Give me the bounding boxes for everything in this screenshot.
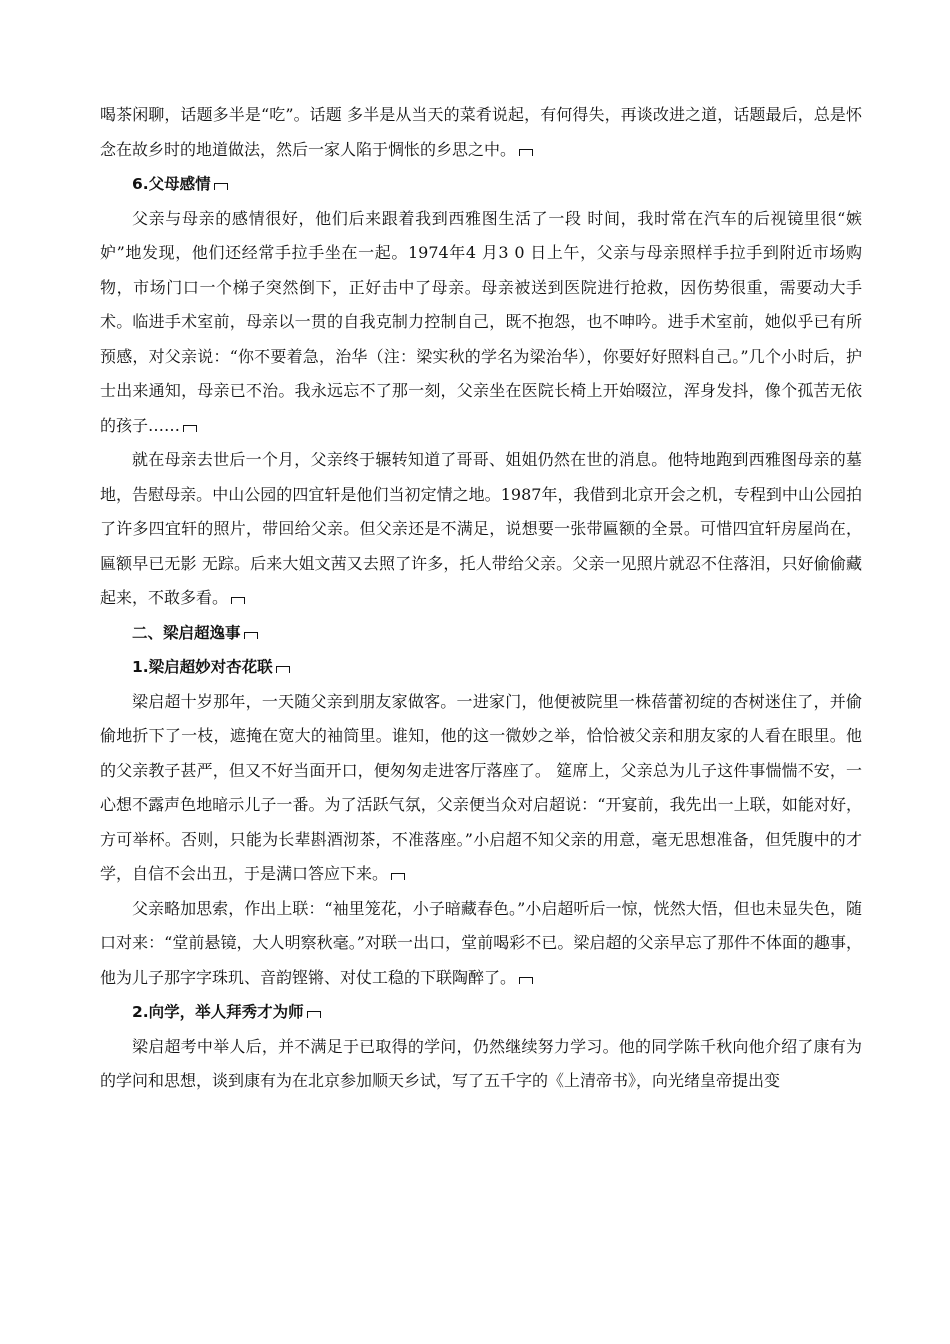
heading-apricot-couplet: 1.梁启超妙对杏花联 — [100, 650, 862, 685]
document-body — [100, 98, 862, 1099]
heading-study-teacher: 2.向学，举人拜秀才为师 — [100, 995, 862, 1030]
paragraph-mark-icon — [214, 183, 228, 190]
paragraph-mark-icon — [519, 149, 533, 156]
paragraph-mark-icon — [276, 666, 290, 673]
paragraph-meal-talk: 喝茶闲聊，话题多半是“吃”。话题 多半是从当天的菜肴说起，有何得失，再谈改进之道，话题最后，总是怀念在故乡时的地道做法，然后一家人陷于惆怅的乡思之中。 — [100, 105, 862, 159]
paragraph-mark-icon — [231, 597, 245, 604]
heading-parents-love: 6.父母感情 — [100, 167, 862, 202]
paragraph-apricot-story: 梁启超十岁那年，一天随父亲到朋友家做客。一进家门，他便被院里一株蓓蕾初绽的杏树迷住了，并偷偷地折下了一枝，遮掩在宽大的袖筒里。谁知，他的这一微妙之举，恰恰被父亲和朋友家的人看在眼里。他的父亲教子甚严，但又不好当面开口，便匆匆走进客厅落座了。 筵席上，父亲总为儿子这件事惴惴不安，一心想不露声色地暗示儿子一番。为了活跃气氛，父亲便当众对启超说：“开宴前，我先出一上联，如能对好，方可举杯。否则，只能为长辈斟酒沏茶，不准落座。”小启超不知父亲的用意，毫无思想准备，但凭腹中的才学，自信不会出丑，于是满口答应下来。 — [100, 691, 862, 883]
paragraph-mark-icon — [244, 632, 258, 639]
paragraph-kang-youwei: 梁启超考中举人后，并不满足于已取得的学问，仍然继续努力学习。他的同学陈千秋向他介绍了康有为的学问和思想，谈到康有为在北京参加顺天乡试，写了五千字的《上清帝书》，向光绪皇帝提出变 — [100, 1036, 862, 1090]
paragraph-parents-love: 父亲与母亲的感情很好，他们后来跟着我到西雅图生活了一段 时间，我时常在汽车的后视镜里很“嫉妒”地发现，他们还经常手拉手坐在一起。1974年4 月3 0 日上午，父亲与母亲照样手拉手到附近市场购物，市场门口一个梯子突然倒下，正好击中了母亲。母亲被送到医院进行抢救，因伤势很重，需要动大手术。临进手术室前，母亲以一贯的自我克制力控制自己，既不抱怨，也不呻吟。进手术室前，她似乎已有所预感，对父亲说：“你不要着急，治华（注：梁实秋的学名为梁治华），你要好好照料自己。”几个小时后，护士出来通知，母亲已不治。我永远忘不了那一刻，父亲坐在医院长椅上开始啜泣，浑身发抖，像个孤苦无依的孩子…… — [100, 208, 862, 435]
paragraph-mark-icon — [307, 1011, 321, 1018]
paragraph-mark-icon — [183, 425, 197, 432]
heading-liang-qichao: 二、梁启超逸事 — [100, 616, 862, 651]
paragraph-couplet-answer: 父亲略加思索，作出上联：“袖里笼花，小子暗藏春色。”小启超听后一惊，恍然大悟，但也未显失色，随口对来：“堂前悬镜，大人明察秋毫。”对联一出口，堂前喝彩不已。梁启超的父亲早忘了那件不体面的趣事，他为儿子那字字珠玑、音韵铿锵、对仗工稳的下联陶醉了。 — [100, 898, 862, 987]
paragraph-mark-icon — [519, 977, 533, 984]
paragraph-siyixuan: 就在母亲去世后一个月，父亲终于辗转知道了哥哥、姐姐仍然在世的消息。他特地跑到西雅图母亲的墓地，告慰母亲。中山公园的四宜轩是他们当初定情之地。1987年，我借到北京开会之机，专程到中山公园拍了许多四宜轩的照片，带回给父亲。但父亲还是不满足，说想要一张带匾额的全景。可惜四宜轩房屋尚在，匾额早已无影 无踪。后来大姐文茜又去照了许多，托人带给父亲。父亲一见照片就忍不住落泪，只好偷偷藏起来，不敢多看。 — [100, 450, 862, 607]
paragraph-mark-icon — [391, 873, 405, 880]
